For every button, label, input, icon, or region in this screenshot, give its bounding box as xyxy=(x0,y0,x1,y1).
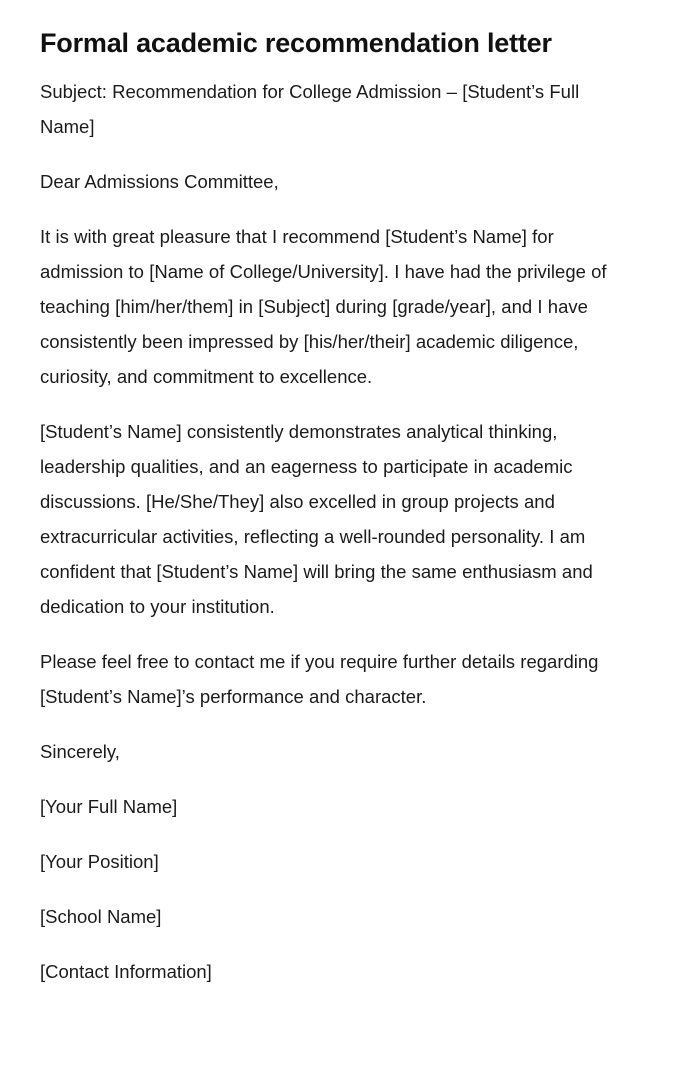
signature-position: [Your Position] xyxy=(40,851,159,872)
signature-school: [School Name] xyxy=(40,906,162,927)
body-paragraph-2: [Student’s Name] consistently demonstrates analytical thinking, leadership qualities, and an eagerness to participate in academic discussions. [He/She/They] also excelled in group projects and extracurricular activities, reflecting a well-rounded personality. I am confident that [Student’s Name] will bring the same enthusiasm and dedication to your institution. xyxy=(40,421,593,617)
signature-contact: [Contact Information] xyxy=(40,961,212,982)
closing: Sincerely, xyxy=(40,741,120,762)
salutation: Dear Admissions Committee, xyxy=(40,171,279,192)
signature-name: [Your Full Name] xyxy=(40,796,178,817)
page-title: Formal academic recommendation letter xyxy=(40,28,552,58)
subject-line: Subject: Recommendation for College Admission – [Student’s Full Name] xyxy=(40,81,580,137)
body-paragraph-3: Please feel free to contact me if you require further details regarding [Student’s Name]’s performance and character. xyxy=(40,651,599,707)
body-paragraph-1: It is with great pleasure that I recommend [Student’s Name] for admission to [Name of College/University]. I have had the privilege of teaching [him/her/them] in [Subject] during [grade/year], and I have consistently been impressed by [his/her/their] academic diligence, curiosity, and commitment to excellence. xyxy=(40,226,607,387)
